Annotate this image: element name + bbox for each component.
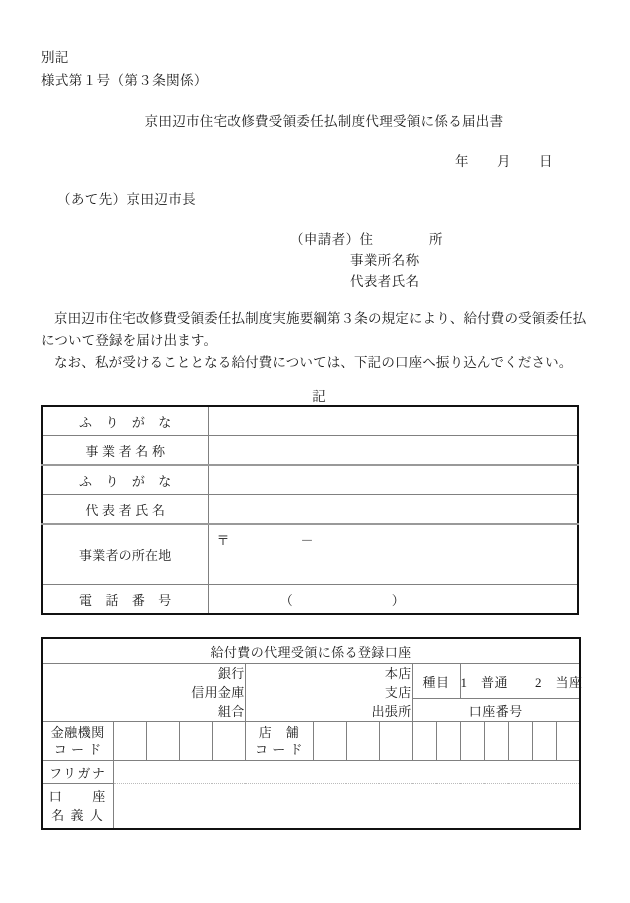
branch-code-box[interactable] <box>379 722 412 761</box>
table-row <box>42 406 578 436</box>
label-business-address: 事業者の所在地 <box>42 524 208 585</box>
label-account-holder-line1: 口 座 <box>48 789 107 804</box>
account-number-box[interactable] <box>484 722 508 761</box>
label-account-holder-line2: 名 義 人 <box>51 808 105 823</box>
registered-account-table <box>41 637 581 830</box>
applicant-office-name-line: 事業所名称 <box>350 253 420 268</box>
field-representative-name[interactable] <box>208 495 578 525</box>
branch-type-shucchojo: 出張所 <box>371 704 412 719</box>
table-row <box>42 722 580 761</box>
account-number-box[interactable] <box>460 722 484 761</box>
bank-type-shinkin: 信用金庫 <box>191 685 245 700</box>
field-bank-name[interactable] <box>42 664 245 722</box>
table-row <box>42 524 578 585</box>
form-number-line: 様式第１号（第３条関係） <box>41 73 208 88</box>
label-representative-name: 代 表 者 氏 名 <box>42 495 208 525</box>
table-row <box>42 784 580 830</box>
label-phone-number: 電 話 番 号 <box>42 585 208 615</box>
field-account-kind[interactable]: 1 普通 2 当座 <box>460 664 580 699</box>
addressee-line: （あて先）京田辺市長 <box>57 192 196 207</box>
form-note-line1: 別記 <box>41 50 69 65</box>
document-title: 京田辺市住宅改修費受領委任払制度代理受領に係る届出書 <box>144 114 504 129</box>
body-paragraph-1: 京田辺市住宅改修費受領委任払制度実施要綱第３条の規定により、給付費の受領委任払について登録を届け出ます。 <box>41 311 587 348</box>
date-line: 年 月 日 <box>455 154 553 169</box>
field-business-name[interactable] <box>208 436 578 466</box>
table-row <box>42 761 580 784</box>
label-account-number: 口座番号 <box>412 699 580 722</box>
branch-code-box[interactable] <box>346 722 379 761</box>
branch-code-box[interactable] <box>313 722 346 761</box>
applicant-representative-line: 代表者氏名 <box>350 274 420 289</box>
account-number-box[interactable] <box>412 722 436 761</box>
field-phone-number[interactable]: （ ） <box>208 585 578 615</box>
label-branch-code-line1: 店 舗 <box>258 725 300 740</box>
table-row <box>42 585 578 615</box>
body-paragraph-2: なお、私が受けることとなる給付費については、下記の口座へ振り込んでください。 <box>54 355 573 370</box>
label-institution-code-line2: コ ー ド <box>53 742 102 757</box>
field-business-address[interactable]: 〒 － <box>208 524 578 585</box>
account-number-box[interactable] <box>532 722 556 761</box>
label-institution-code <box>42 722 113 761</box>
field-furigana-holder[interactable] <box>113 761 580 784</box>
table-row <box>42 465 578 495</box>
label-business-name: 事 業 者 名 称 <box>42 436 208 466</box>
label-furigana-holder: フリガナ <box>42 761 113 784</box>
kiji-heading: 記 <box>312 389 326 404</box>
branch-type-shiten: 支店 <box>384 685 412 700</box>
field-furigana-2[interactable] <box>208 465 578 495</box>
label-account-holder <box>42 784 113 830</box>
label-institution-code-line1: 金融機関 <box>50 725 105 740</box>
account-number-box[interactable] <box>508 722 532 761</box>
bank-type-kumiai: 組合 <box>217 704 245 719</box>
table-row <box>42 638 580 664</box>
account-number-box[interactable] <box>436 722 460 761</box>
institution-code-box[interactable] <box>212 722 245 761</box>
field-account-holder[interactable] <box>113 784 580 830</box>
institution-code-box[interactable] <box>113 722 146 761</box>
institution-code-box[interactable] <box>146 722 179 761</box>
field-branch-name[interactable] <box>245 664 412 722</box>
account-number-box[interactable] <box>556 722 580 761</box>
table-row <box>42 495 578 525</box>
bank-type-ginko: 銀行 <box>217 666 245 681</box>
table-row <box>42 436 578 466</box>
account-table-title: 給付費の代理受領に係る登録口座 <box>42 638 580 664</box>
applicant-address-line: （申請者）住 所 <box>290 232 443 247</box>
label-furigana-2: ふ り が な <box>42 465 208 495</box>
label-branch-code <box>245 722 313 761</box>
applicant-block <box>290 229 443 292</box>
label-branch-code-line2: コ ー ド <box>254 742 303 757</box>
label-shumoku: 種目 <box>412 664 460 699</box>
business-info-table <box>41 405 579 615</box>
field-furigana-1[interactable] <box>208 406 578 436</box>
institution-code-box[interactable] <box>179 722 212 761</box>
branch-type-honten: 本店 <box>384 666 412 681</box>
label-furigana-1: ふ り が な <box>42 406 208 436</box>
